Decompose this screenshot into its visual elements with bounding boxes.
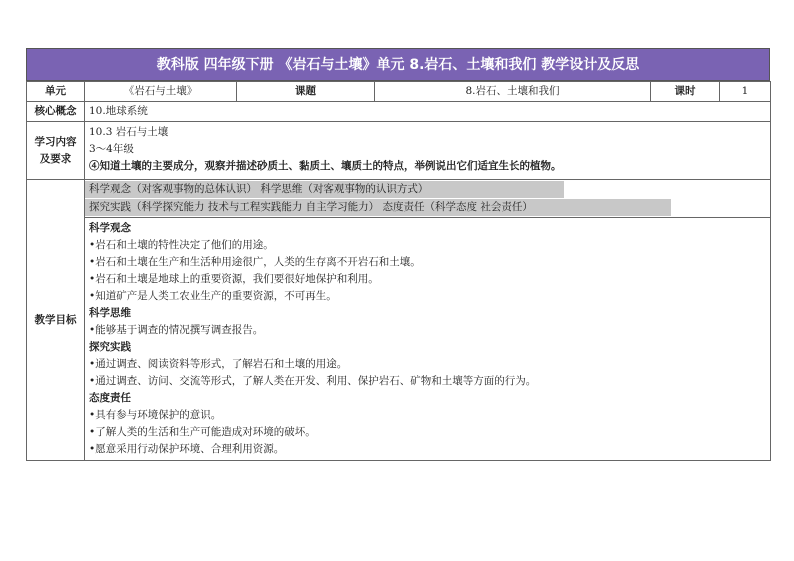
- objectives-body: [85, 180, 771, 461]
- unit-label: 单元: [27, 82, 85, 102]
- learning-content-row: [27, 122, 771, 180]
- learning-content-line: 10.3 岩石与土壤: [89, 126, 169, 138]
- period-label: 课时: [651, 82, 720, 102]
- objective-item: •通过调查、阅读资料等形式，了解岩石和土壤的用途。: [89, 358, 348, 370]
- document-title: 教科版 四年级下册 《岩石与土壤》单元 8.岩石、土壤和我们 教学设计及反思: [26, 48, 770, 81]
- section-heading: 态度责任: [89, 392, 131, 404]
- objective-item: •岩石和土壤在生产和生活种用途很广，人类的生存离不开岩石和土壤。: [89, 256, 421, 268]
- objective-item: •岩石和土壤是地球上的重要资源，我们要很好地保护和利用。: [89, 273, 379, 285]
- period-value: 1: [720, 82, 771, 102]
- objective-item: •愿意采用行动保护环境、合理利用资源。: [89, 443, 285, 455]
- literacy-line-2: 探究实践（科学探究能力 技术与工程实践能力 自主学习能力） 态度责任（科学态度 社会责任）: [85, 199, 671, 216]
- topic-value: 8.岩石、土壤和我们: [375, 82, 651, 102]
- section-heading: 科学观念: [89, 222, 131, 234]
- learning-content-body: [85, 122, 771, 180]
- learning-content-label: [27, 122, 85, 180]
- core-concept-row: [27, 102, 771, 122]
- section-heading: 科学思维: [89, 307, 131, 319]
- learning-content-label-line1: 学习内容: [34, 135, 77, 148]
- objectives-label: 教学目标: [27, 180, 85, 461]
- core-concept-value: 10.地球系统: [85, 102, 771, 122]
- objective-item: •了解人类的生活和生产可能造成对环境的破坏。: [89, 426, 316, 438]
- header-row: [27, 82, 771, 102]
- core-concept-label: 核心概念: [27, 102, 85, 122]
- objective-item: •能够基于调查的情况撰写调查报告。: [89, 324, 264, 336]
- lesson-plan-page: [26, 48, 770, 461]
- learning-content-line: 3～4年级: [89, 143, 134, 155]
- objective-item: •岩石和土壤的特性决定了他们的用途。: [89, 239, 274, 251]
- objectives-row: [27, 180, 771, 461]
- literacy-line-1: 科学观念（对客观事物的总体认识） 科学思维（对客观事物的认识方式）: [85, 181, 564, 198]
- objective-item: •知道矿产是人类工农业生产的重要资源，不可再生。: [89, 290, 337, 302]
- unit-value: 《岩石与土壤》: [85, 82, 237, 102]
- lesson-plan-table: [26, 81, 771, 461]
- objective-item: •通过调查、访问、交流等形式，了解人类在开发、利用、保护岩石、矿物和土壤等方面的行为。: [89, 375, 537, 387]
- objectives-list: [85, 217, 770, 458]
- learning-content-line: ④知道土壤的主要成分，观察并描述砂质土、黏质土、壤质土的特点，举例说出它们适宜生长的植物。: [89, 160, 562, 172]
- objective-item: •具有参与环境保护的意识。: [89, 409, 222, 421]
- section-heading: 探究实践: [89, 341, 131, 353]
- learning-content-label-line2: 及要求: [39, 152, 72, 165]
- topic-label: 课题: [237, 82, 375, 102]
